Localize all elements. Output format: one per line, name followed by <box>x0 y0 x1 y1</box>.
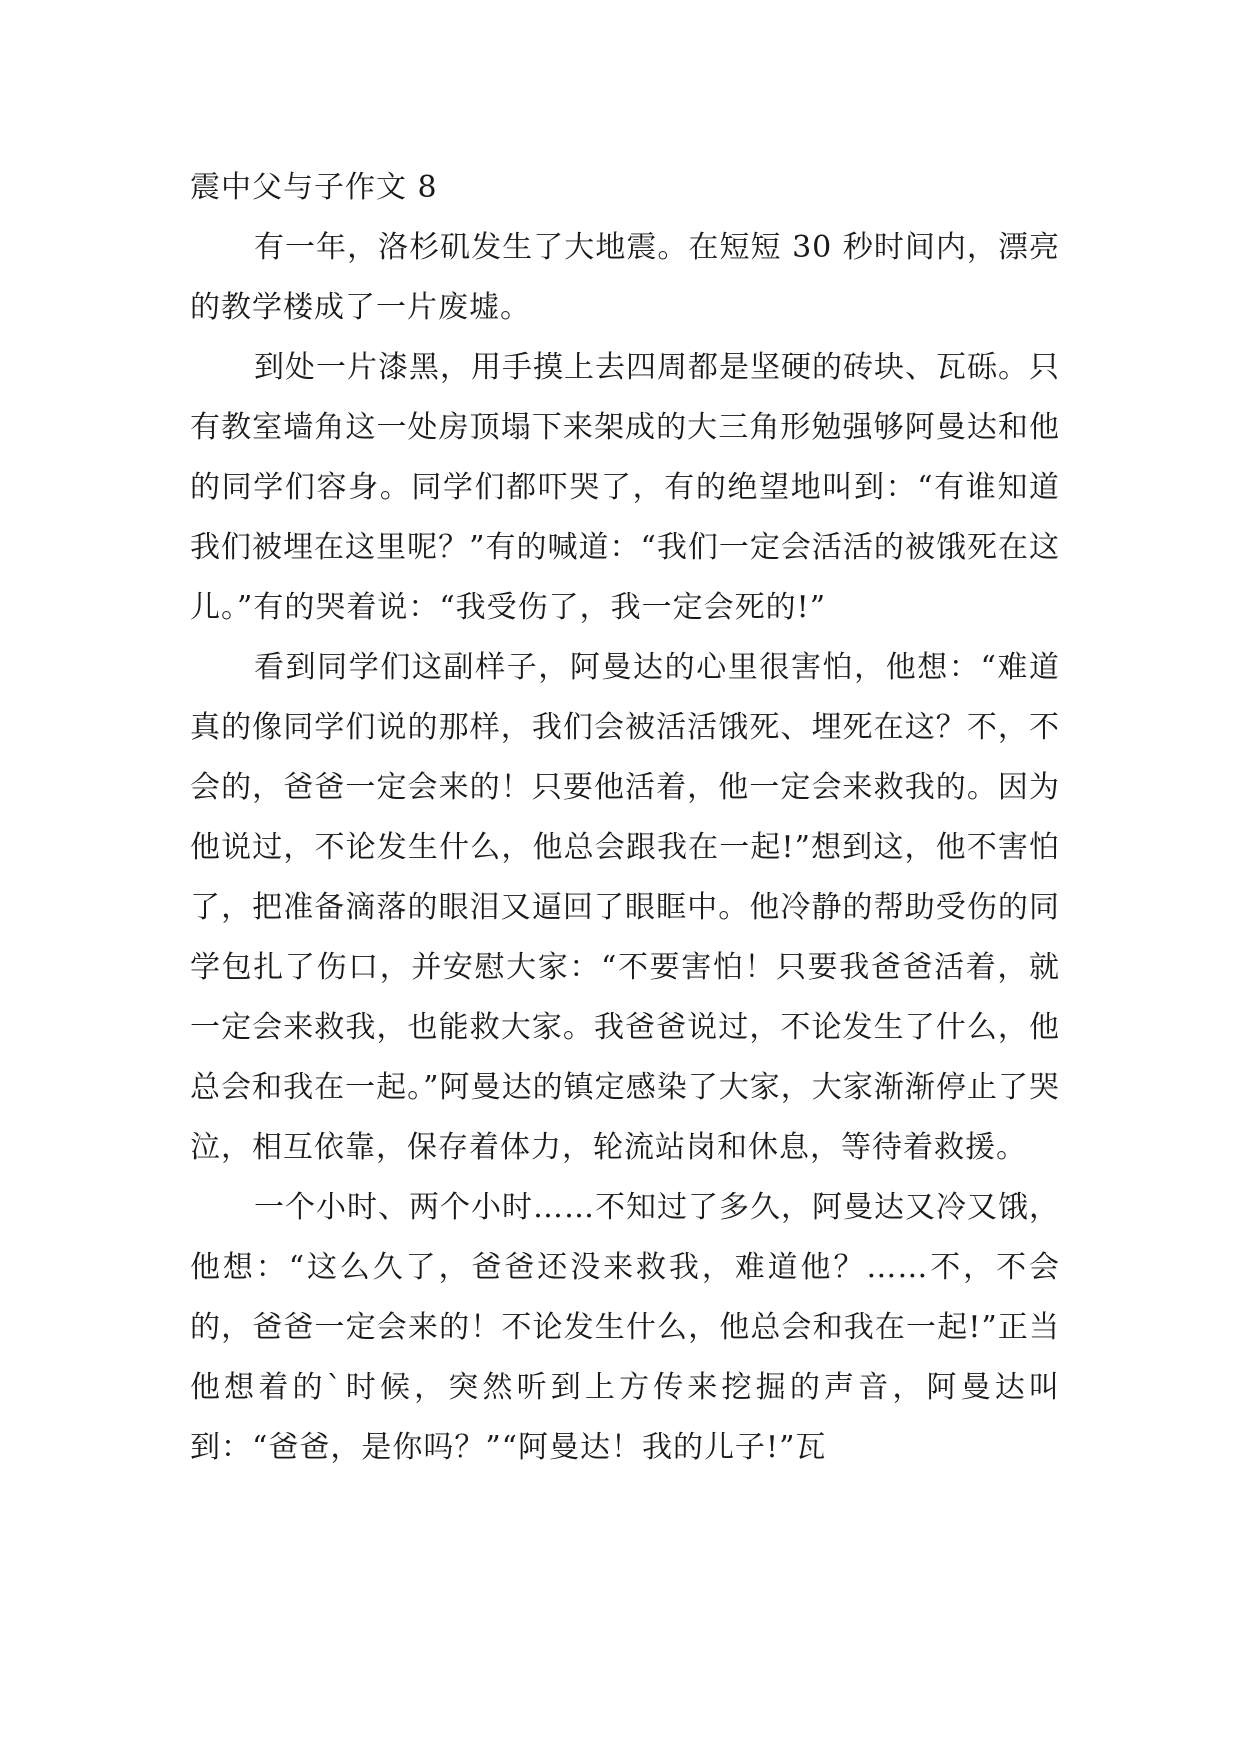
paragraph-3: 看到同学们这副样子，阿曼达的心里很害怕，他想：“难道真的像同学们说的那样，我们会被活活饿死、埋死在这？不，不会的，爸爸一定会来的！只要他活着，他一定会来救我的。因为他说过，不论发生什么，他总会跟我在一起!”想到这，他不害怕了，把准备滴落的眼泪又逼回了眼眶中。他冷静的帮助受伤的同学包扎了伤口，并安慰大家：“不要害怕！只要我爸爸活着，就一定会来救我，也能救大家。我爸爸说过，不论发生了什么，他总会和我在一起。”阿曼达的镇定感染了大家，大家渐渐停止了哭泣，相互依靠，保存着体力，轮流站岗和休息，等待着救援。 <box>190 650 1060 1165</box>
paragraph-1: 有一年，洛杉矶发生了大地震。在短短 30 秒时间内，漂亮的教学楼成了一片废墟。 <box>190 230 1060 325</box>
document-title: 震中父与子作文 8 <box>190 170 438 205</box>
document-body <box>190 158 1060 1478</box>
paragraph-4: 一个小时、两个小时……不知过了多久，阿曼达又冷又饿，他想：“这么久了，爸爸还没来救我，难道他？……不，不会的，爸爸一定会来的！不论发生什么，他总会和我在一起!”正当他想着的`时候，突然听到上方传来挖掘的声音，阿曼达叫到：“爸爸，是你吗？”“阿曼达！我的儿子!”瓦 <box>190 1190 1060 1465</box>
paragraph-2: 到处一片漆黑，用手摸上去四周都是坚硬的砖块、瓦砾。只有教室墙角这一处房顶塌下来架成的大三角形勉强够阿曼达和他的同学们容身。同学们都吓哭了，有的绝望地叫到：“有谁知道我们被埋在这里呢？”有的喊道：“我们一定会活活的被饿死在这儿。”有的哭着说：“我受伤了，我一定会死的!” <box>190 350 1060 625</box>
